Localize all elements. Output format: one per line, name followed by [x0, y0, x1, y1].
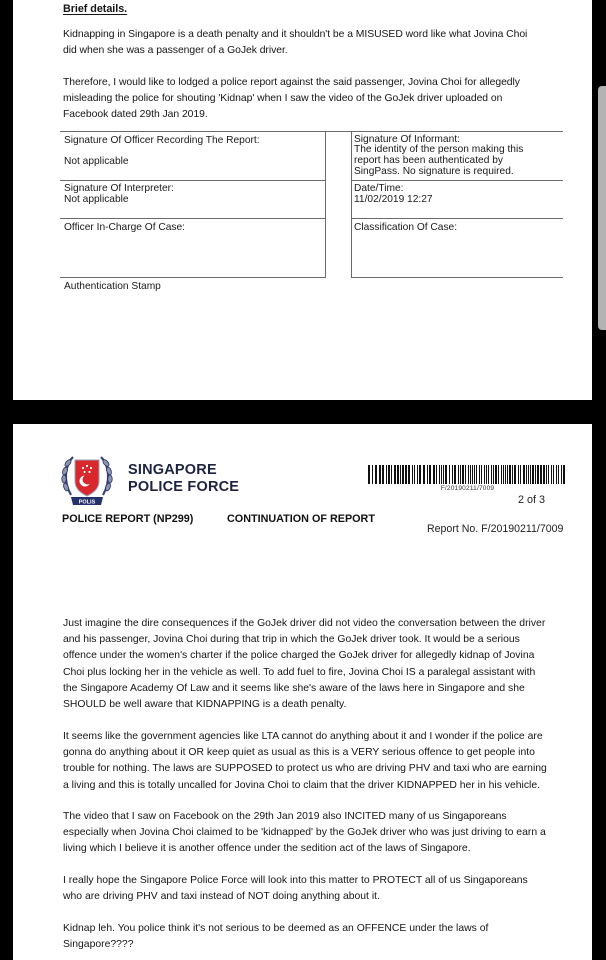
- report-paragraph-5: [63, 921, 488, 953]
- interpreter-signature-label: Signature Of Interpreter:: [64, 183, 174, 194]
- report-paragraph-4: [63, 873, 528, 905]
- barcode-text: F/20190211/7009: [440, 485, 495, 492]
- officer-in-charge-label: Officer In-Charge Of Case:: [64, 222, 185, 233]
- paragraph-line: Just imagine the dire consequences if the GoJek driver did not video the conversation between the driver: [63, 618, 546, 629]
- officer-signature-value: Not applicable: [64, 156, 129, 167]
- table-divider: [351, 218, 563, 219]
- paragraph-line: and his passenger, Jovina Choi during that trip in which the GoJek driver took. It would be a serious: [63, 634, 520, 646]
- classification-label: Classification Of Case:: [354, 222, 458, 233]
- paragraph-line: Kidnap leh. You police think it's not serious to be deemed as an OFFENCE under the laws of: [63, 923, 489, 934]
- vertical-scrollbar[interactable]: [598, 86, 606, 330]
- table-divider: [60, 131, 563, 132]
- report-paragraph-3: [63, 809, 546, 858]
- report-page-2: [13, 424, 592, 960]
- table-divider: [60, 277, 326, 278]
- crest-banner-text: POLIS: [78, 499, 96, 506]
- paragraph-line: It seems like the government agencies like LTA cannot do anything about it and I wonder if the police are: [63, 731, 543, 742]
- paragraph-line: Singapore????: [63, 939, 134, 951]
- brief-paragraph-1-line-2: did when she was a passenger of a GoJek driver.: [63, 45, 288, 56]
- brief-paragraph-1-line-1: Kidnapping in Singapore is a death penalty and it shouldn't be a MISUSED word like what Jovina Choi: [63, 29, 528, 40]
- barcode: [368, 465, 567, 484]
- officer-signature-label: Signature Of Officer Recording The Report:: [64, 135, 260, 146]
- page-indicator: 2 of 3: [518, 494, 546, 506]
- police-crest-icon: [59, 451, 115, 509]
- table-divider: [60, 180, 326, 181]
- paragraph-line: living which I believe it is another offence under the sedition act of the laws of Singapore.: [63, 843, 471, 855]
- paragraph-line: the Singapore Academy Of Law and it seems like she's aware of the laws here in Singapore and she: [63, 682, 525, 694]
- report-paragraph-1: [63, 616, 545, 713]
- paragraph-line: gonna do anything about it OR keep quiet as usual as this is a VERY serious offence to get people into: [63, 747, 535, 759]
- paragraph-line: especially when Jovina Choi claimed to be 'kidnapped' by the GoJek driver who was just driving to earn a: [63, 827, 546, 839]
- paragraph-line: SHOULD be well aware that KIDNAPPING is a death penalty.: [63, 699, 347, 711]
- paragraph-line: a living and this is totally uncalled for Jovina Choi to claim that the driver KIDNAPPED her in his vehicle.: [63, 779, 541, 791]
- interpreter-signature-value: Not applicable: [64, 194, 129, 205]
- section-heading-brief-details: Brief details.: [63, 3, 128, 15]
- report-paragraph-2: [63, 729, 547, 794]
- organization-name-line-1: SINGAPORE: [128, 462, 217, 478]
- paragraph-line: Choi plus locking her in the vehicle as well. To add fuel to fire, Jovina Choi IS a paralegal assistant with: [63, 666, 536, 678]
- brief-paragraph-2-line-1: Therefore, I would like to lodged a police report against the said passenger, Jovina Choi for allegedly: [63, 77, 520, 88]
- table-column-border: [325, 131, 326, 278]
- table-divider: [351, 277, 563, 278]
- report-number: Report No. F/20190211/7009: [427, 523, 564, 535]
- table-column-border: [351, 131, 352, 278]
- paragraph-line: offence under the women's charter if the police charged the GoJek driver for allegedly kidnap of Jovina: [63, 650, 535, 662]
- organization-name: [128, 462, 239, 496]
- authentication-stamp-label: Authentication Stamp: [64, 281, 161, 292]
- datetime-label: Date/Time:: [354, 183, 404, 194]
- report-page-1: [13, 0, 592, 400]
- report-type-label: POLICE REPORT (NP299): [62, 513, 194, 525]
- table-divider: [60, 218, 326, 219]
- organization-name-line-2: POLICE FORCE: [128, 479, 240, 495]
- informant-signature-line-3: SingPass. No signature is required.: [354, 166, 514, 177]
- brief-paragraph-2-line-3: Facebook dated 29th Jan 2019.: [63, 109, 208, 120]
- barcode-space: [565, 465, 567, 484]
- table-divider: [351, 180, 563, 181]
- brief-paragraph-2-line-2: misleading the police for shouting 'Kidnap' when I saw the video of the GoJek driver uploaded on: [63, 93, 503, 104]
- datetime-value: 11/02/2019 12:27: [354, 194, 433, 205]
- paragraph-line: I really hope the Singapore Police Force will look into this matter to PROTECT all of us Singaporeans: [63, 875, 528, 886]
- paragraph-line: trouble for nothing. The laws are SUPPOSED to protect us who are driving PHV and taxi who are earning: [63, 763, 547, 775]
- informant-signature-label: Signature Of Informant:: [354, 134, 460, 145]
- continuation-label: CONTINUATION OF REPORT: [227, 513, 375, 525]
- paragraph-line: The video that I saw on Facebook on the 29th Jan 2019 also INCITED many of us Singaporeans: [63, 811, 507, 822]
- paragraph-line: who are driving PHV and taxi instead of NOT doing anything about it.: [63, 891, 380, 903]
- informant-signature-line-2: report has been authenticated by: [354, 155, 503, 166]
- informant-signature-line-1: The identity of the person making this: [354, 144, 524, 155]
